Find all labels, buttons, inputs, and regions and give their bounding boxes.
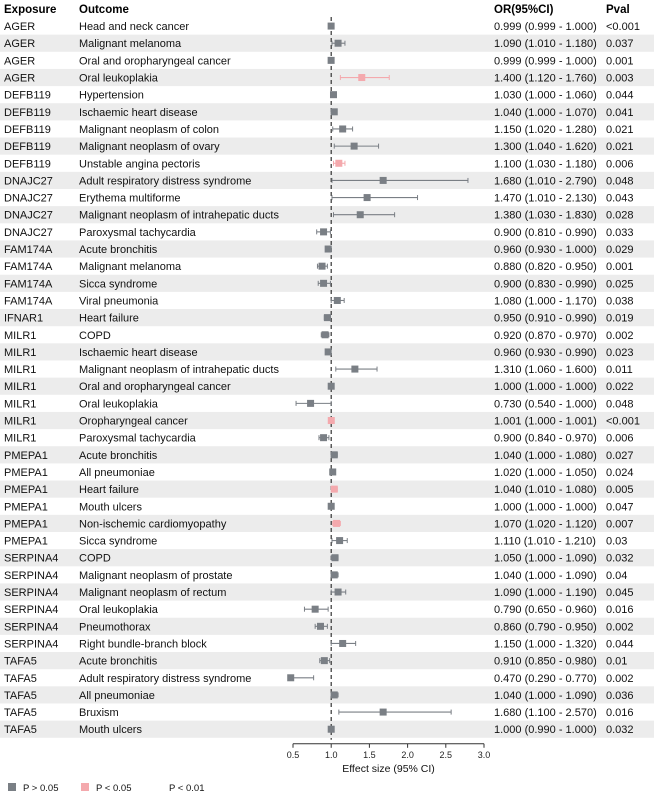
outcome-cell: Acute bronchitis: [79, 244, 158, 257]
outcome-cell: Malignant neoplasm of rectum: [79, 587, 227, 600]
or-ci-cell: 1.680 (1.100 - 2.570): [494, 707, 597, 720]
exposure-cell: SERPINA4: [4, 638, 59, 651]
exposure-cell: SERPINA4: [4, 587, 59, 600]
point-estimate: [335, 40, 342, 47]
exposure-cell: PMEPA1: [4, 518, 48, 531]
outcome-cell: Oral leukoplakia: [79, 398, 158, 411]
exposure-cell: AGER: [4, 38, 36, 51]
outcome-cell: Unstable angina pectoris: [79, 158, 201, 171]
point-estimate: [331, 486, 338, 493]
pval-cell: 0.047: [606, 501, 634, 514]
outcome-cell: Oral and oropharyngeal cancer: [79, 381, 231, 394]
pval-cell: 0.002: [606, 672, 634, 685]
pval-cell: 0.021: [606, 123, 634, 136]
or-ci-cell: 1.380 (1.030 - 1.830): [494, 209, 597, 222]
outcome-cell: Malignant neoplasm of colon: [79, 123, 220, 136]
point-estimate: [321, 657, 328, 664]
or-ci-cell: 1.080 (1.000 - 1.170): [494, 295, 597, 308]
exposure-cell: PMEPA1: [4, 501, 48, 514]
point-estimate: [351, 143, 358, 150]
outcome-cell: Pneumothorax: [79, 621, 151, 634]
outcome-cell: Malignant neoplasm of prostate: [79, 569, 233, 582]
pval-cell: 0.029: [606, 244, 634, 257]
pval-cell: 0.044: [606, 638, 634, 651]
exposure-cell: MILR1: [4, 432, 37, 445]
point-estimate: [331, 691, 338, 698]
outcome-cell: Right bundle-branch block: [79, 638, 207, 651]
outcome-cell: Ischaemic heart disease: [79, 106, 198, 119]
pval-cell: 0.03: [606, 535, 628, 548]
pval-cell: 0.01: [606, 655, 628, 668]
pval-cell: 0.027: [606, 449, 634, 462]
outcome-cell: Sicca syndrome: [79, 535, 158, 548]
pval-cell: 0.048: [606, 398, 634, 411]
outcome-cell: Adult respiratory distress syndrome: [79, 672, 252, 685]
exposure-cell: AGER: [4, 21, 36, 34]
point-estimate: [330, 91, 337, 98]
header-or: OR(95%CI): [494, 4, 554, 16]
point-estimate: [335, 589, 342, 596]
or-ci-cell: 1.100 (1.030 - 1.180): [494, 158, 597, 171]
exposure-cell: FAM174A: [4, 278, 53, 291]
outcome-cell: Malignant neoplasm of ovary: [79, 141, 220, 154]
pval-cell: 0.011: [606, 364, 633, 377]
point-estimate: [322, 331, 329, 338]
x-axis-label: Effect size (95% CI): [342, 762, 435, 775]
pval-cell: 0.022: [606, 381, 634, 394]
or-ci-cell: 0.920 (0.870 - 0.970): [494, 329, 597, 342]
legend: [8, 783, 204, 794]
outcome-cell: Bruxism: [79, 707, 119, 720]
exposure-cell: AGER: [4, 72, 36, 85]
point-estimate: [334, 297, 341, 304]
header-exposure: Exposure: [4, 4, 57, 16]
point-estimate: [335, 160, 342, 167]
exposure-cell: DNAJC27: [4, 209, 53, 222]
point-estimate: [336, 537, 343, 544]
or-ci-cell: 1.090 (1.000 - 1.190): [494, 587, 597, 600]
outcome-cell: All pneumoniae: [79, 689, 155, 702]
outcome-cell: Head and neck cancer: [79, 21, 190, 34]
point-estimate: [331, 571, 338, 578]
or-ci-cell: 1.040 (1.010 - 1.080): [494, 484, 597, 497]
or-ci-cell: 1.040 (1.000 - 1.070): [494, 106, 597, 119]
or-ci-cell: 0.960 (0.930 - 1.000): [494, 244, 597, 257]
outcome-cell: Sicca syndrome: [79, 278, 158, 291]
outcome-cell: Heart failure: [79, 484, 139, 497]
exposure-cell: FAM174A: [4, 295, 53, 308]
outcome-cell: Malignant melanoma: [79, 38, 182, 51]
pval-cell: 0.037: [606, 38, 634, 51]
exposure-cell: DEFB119: [4, 141, 51, 154]
exposure-cell: MILR1: [4, 346, 37, 359]
pval-cell: 0.041: [606, 106, 634, 119]
legend-swatch: [8, 783, 16, 791]
point-estimate: [320, 228, 327, 235]
pval-cell: 0.038: [606, 295, 634, 308]
or-ci-cell: 1.050 (1.000 - 1.090): [494, 552, 597, 565]
or-ci-cell: 0.999 (0.999 - 1.000): [494, 21, 597, 34]
or-ci-cell: 1.000 (1.000 - 1.000): [494, 381, 597, 394]
exposure-cell: PMEPA1: [4, 535, 48, 548]
pval-cell: 0.006: [606, 432, 634, 445]
header-row: [4, 4, 630, 16]
point-estimate: [339, 125, 346, 132]
point-estimate: [331, 451, 338, 458]
point-estimate: [380, 709, 387, 716]
pval-cell: 0.001: [606, 55, 634, 68]
exposure-cell: PMEPA1: [4, 449, 48, 462]
point-estimate: [328, 383, 335, 390]
pval-cell: 0.019: [606, 312, 634, 325]
outcome-cell: Hypertension: [79, 89, 144, 102]
pval-cell: 0.048: [606, 175, 634, 188]
pval-cell: 0.032: [606, 724, 634, 737]
or-ci-cell: 1.040 (1.000 - 1.080): [494, 449, 597, 462]
x-tick-label: 0.5: [286, 749, 300, 760]
pval-cell: 0.006: [606, 158, 634, 171]
header-pval: Pval: [606, 4, 630, 16]
point-estimate: [328, 726, 335, 733]
exposure-cell: AGER: [4, 55, 36, 68]
point-estimate: [319, 263, 326, 270]
point-estimate: [357, 211, 364, 218]
or-ci-cell: 1.000 (1.000 - 1.000): [494, 501, 597, 514]
or-ci-cell: 1.090 (1.010 - 1.180): [494, 38, 597, 51]
pval-cell: 0.005: [606, 484, 634, 497]
outcome-cell: COPD: [79, 329, 111, 342]
outcome-cell: Malignant neoplasm of intrahepatic ducts: [79, 364, 279, 377]
x-tick-label: 1.0: [324, 749, 338, 760]
pval-cell: 0.025: [606, 278, 634, 291]
or-ci-cell: 0.900 (0.810 - 0.990): [494, 226, 597, 239]
or-ci-cell: 0.999 (0.999 - 1.000): [494, 55, 597, 68]
point-estimate: [328, 417, 335, 424]
point-estimate: [364, 194, 371, 201]
x-tick-label: 3.0: [477, 749, 491, 760]
point-estimate: [324, 314, 331, 321]
legend-label: P < 0.01: [169, 783, 205, 794]
exposure-cell: PMEPA1: [4, 484, 48, 497]
outcome-cell: All pneumoniae: [79, 466, 155, 479]
header-outcome: Outcome: [79, 4, 129, 16]
exposure-cell: DEFB119: [4, 106, 51, 119]
point-estimate: [358, 74, 365, 81]
exposure-cell: MILR1: [4, 415, 37, 428]
exposure-cell: FAM174A: [4, 261, 53, 274]
point-estimate: [317, 623, 324, 630]
pval-cell: 0.032: [606, 552, 634, 565]
x-tick-label: 2.5: [439, 749, 453, 760]
pval-cell: 0.003: [606, 72, 634, 85]
point-estimate: [320, 280, 327, 287]
or-ci-cell: 1.030 (1.000 - 1.060): [494, 89, 597, 102]
exposure-cell: FAM174A: [4, 244, 53, 257]
point-estimate: [380, 177, 387, 184]
or-ci-cell: 1.110 (1.010 - 1.210): [494, 535, 596, 548]
exposure-cell: MILR1: [4, 381, 37, 394]
pval-cell: 0.021: [606, 141, 634, 154]
exposure-cell: IFNAR1: [4, 312, 44, 325]
or-ci-cell: 1.040 (1.000 - 1.090): [494, 569, 597, 582]
point-estimate: [325, 348, 332, 355]
exposure-cell: DEFB119: [4, 123, 51, 136]
pval-cell: 0.033: [606, 226, 634, 239]
exposure-cell: MILR1: [4, 329, 37, 342]
point-estimate: [333, 520, 340, 527]
outcome-cell: Oropharyngeal cancer: [79, 415, 188, 428]
exposure-cell: TAFA5: [4, 707, 37, 720]
or-ci-cell: 1.070 (1.020 - 1.120): [494, 518, 597, 531]
legend-label: P < 0.05: [96, 783, 132, 794]
outcome-cell: Erythema multiforme: [79, 192, 181, 205]
outcome-cell: Paroxysmal tachycardia: [79, 432, 196, 445]
pval-cell: 0.016: [606, 707, 634, 720]
legend-swatch: [81, 783, 89, 791]
exposure-cell: TAFA5: [4, 655, 37, 668]
exposure-cell: PMEPA1: [4, 466, 48, 479]
point-estimate: [328, 23, 335, 30]
outcome-cell: Mouth ulcers: [79, 501, 142, 514]
legend-label: P > 0.05: [23, 783, 59, 794]
exposure-cell: DEFB119: [4, 158, 51, 171]
exposure-cell: DNAJC27: [4, 226, 53, 239]
pval-cell: 0.016: [606, 604, 634, 617]
point-estimate: [320, 434, 327, 441]
exposure-cell: DNAJC27: [4, 175, 53, 188]
exposure-cell: TAFA5: [4, 689, 37, 702]
point-estimate: [332, 554, 339, 561]
exposure-cell: TAFA5: [4, 672, 37, 685]
pval-cell: 0.04: [606, 569, 628, 582]
exposure-cell: SERPINA4: [4, 569, 59, 582]
or-ci-cell: 0.730 (0.540 - 1.000): [494, 398, 597, 411]
point-estimate: [307, 400, 314, 407]
or-ci-cell: 0.470 (0.290 - 0.770): [494, 672, 597, 685]
pval-cell: 0.001: [606, 261, 634, 274]
outcome-cell: Viral pneumonia: [79, 295, 159, 308]
outcome-cell: Ischaemic heart disease: [79, 346, 198, 359]
exposure-cell: SERPINA4: [4, 604, 59, 617]
x-tick-label: 2.0: [401, 749, 414, 760]
outcome-cell: Adult respiratory distress syndrome: [79, 175, 252, 188]
pval-cell: 0.045: [606, 587, 634, 600]
outcome-cell: Mouth ulcers: [79, 724, 142, 737]
or-ci-cell: 1.400 (1.120 - 1.760): [494, 72, 597, 85]
outcome-cell: Heart failure: [79, 312, 139, 325]
or-ci-cell: 1.150 (1.000 - 1.320): [494, 638, 597, 651]
or-ci-cell: 1.000 (0.990 - 1.000): [494, 724, 597, 737]
or-ci-cell: 0.950 (0.910 - 0.990): [494, 312, 597, 325]
or-ci-cell: 0.900 (0.840 - 0.970): [494, 432, 597, 445]
outcome-cell: Oral leukoplakia: [79, 604, 158, 617]
outcome-cell: Malignant neoplasm of intrahepatic ducts: [79, 209, 279, 222]
or-ci-cell: 1.310 (1.060 - 1.600): [494, 364, 597, 377]
outcome-cell: Malignant melanoma: [79, 261, 182, 274]
exposure-cell: TAFA5: [4, 724, 37, 737]
or-ci-cell: 0.960 (0.930 - 0.990): [494, 346, 597, 359]
exposure-cell: DEFB119: [4, 89, 51, 102]
or-ci-cell: 1.020 (1.000 - 1.050): [494, 466, 597, 479]
pval-cell: 0.002: [606, 329, 634, 342]
or-ci-cell: 1.150 (1.020 - 1.280): [494, 123, 597, 136]
point-estimate: [351, 366, 358, 373]
outcome-cell: Acute bronchitis: [79, 655, 158, 668]
point-estimate: [328, 503, 335, 510]
outcome-cell: Oral leukoplakia: [79, 72, 158, 85]
point-estimate: [329, 468, 336, 475]
pval-cell: 0.036: [606, 689, 634, 702]
or-ci-cell: 0.880 (0.820 - 0.950): [494, 261, 597, 274]
pval-cell: 0.023: [606, 346, 634, 359]
pval-cell: 0.007: [606, 518, 634, 531]
outcome-cell: Paroxysmal tachycardia: [79, 226, 196, 239]
point-estimate: [312, 606, 319, 613]
x-axis: [287, 744, 491, 760]
pval-cell: 0.002: [606, 621, 634, 634]
or-ci-cell: 0.790 (0.650 - 0.960): [494, 604, 597, 617]
pval-cell: 0.044: [606, 89, 634, 102]
exposure-cell: DNAJC27: [4, 192, 53, 205]
pval-cell: 0.043: [606, 192, 634, 205]
pval-cell: <0.001: [606, 21, 640, 34]
or-ci-cell: 0.910 (0.850 - 0.980): [494, 655, 597, 668]
or-ci-cell: 1.470 (1.010 - 2.130): [494, 192, 597, 205]
outcome-cell: Non-ischemic cardiomyopathy: [79, 518, 227, 531]
exposure-cell: SERPINA4: [4, 552, 59, 565]
point-estimate: [325, 246, 332, 253]
x-tick-label: 1.5: [363, 749, 376, 760]
point-estimate: [287, 674, 294, 681]
point-estimate: [328, 57, 335, 64]
exposure-cell: MILR1: [4, 364, 37, 377]
or-ci-cell: 0.900 (0.830 - 0.990): [494, 278, 597, 291]
exposure-cell: SERPINA4: [4, 621, 59, 634]
outcome-cell: Oral and oropharyngeal cancer: [79, 55, 231, 68]
or-ci-cell: 1.300 (1.040 - 1.620): [494, 141, 597, 154]
point-estimate: [331, 108, 338, 115]
pval-cell: <0.001: [606, 415, 640, 428]
or-ci-cell: 1.040 (1.000 - 1.090): [494, 689, 597, 702]
or-ci-cell: 0.860 (0.790 - 0.950): [494, 621, 597, 634]
pval-cell: 0.024: [606, 466, 634, 479]
exposure-cell: MILR1: [4, 398, 37, 411]
outcome-cell: Acute bronchitis: [79, 449, 158, 462]
or-ci-cell: 1.680 (1.010 - 2.790): [494, 175, 597, 188]
outcome-cell: COPD: [79, 552, 111, 565]
or-ci-cell: 1.001 (1.000 - 1.001): [494, 415, 597, 428]
point-estimate: [339, 640, 346, 647]
pval-cell: 0.028: [606, 209, 634, 222]
